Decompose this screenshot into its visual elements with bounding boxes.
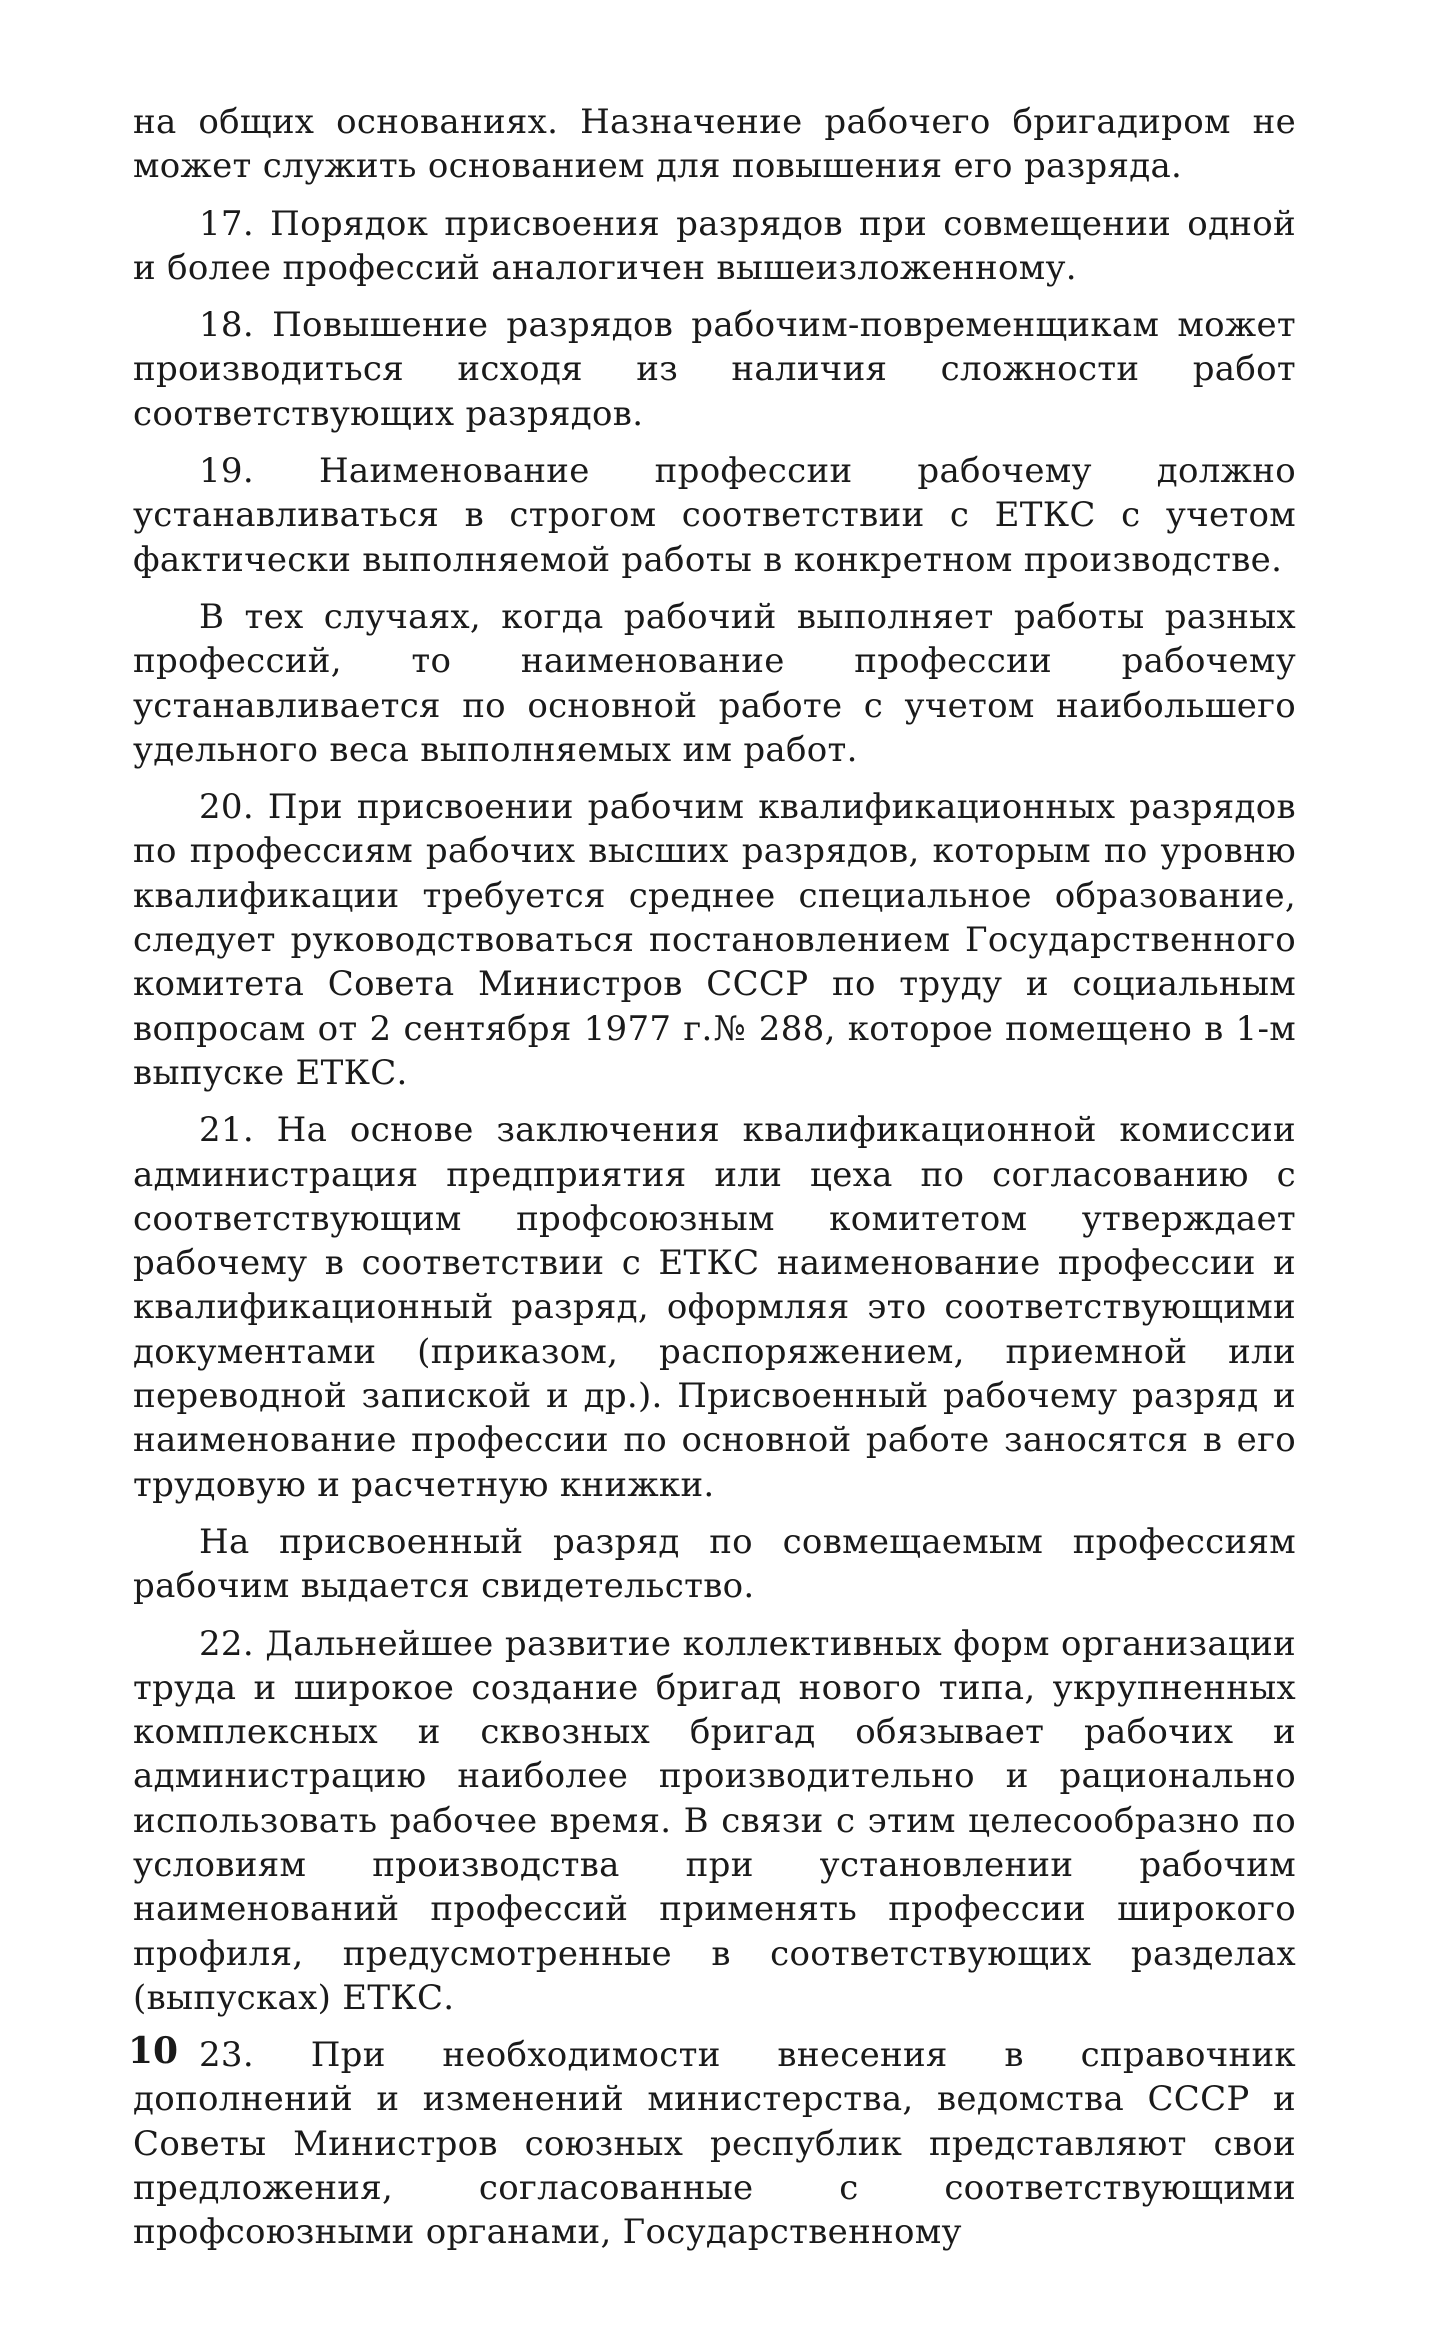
paragraph-continuation: на общих основаниях. Назначение рабочего бригадиром не может служить основанием для повышения его разряда. [133,102,1296,187]
paragraph-22: 22. Дальнейшее развитие коллективных форм организации труда и широкое создание бригад нового типа, укрупненных комплексных и сквозных бригад обязывает рабочих и администрацию наиболее производительно и рационально использовать рабочее время. В связи с этим целесообразно по условиям производства при установлении рабочим наименований профессий применять профессии широкого профиля, предусмотренные в соответствующих разделах (выпусках) ЕТКС. [133,1623,1296,2018]
paragraph-23: 23. При необходимости внесения в справочник дополнений и изменений министерства, ведомства СССР и Советы Министров союзных республик представляют свои предложения, согласованные с соответствующими профсоюзными органами, Государственному [133,2035,1296,2253]
page-number: 10 [128,2030,179,2072]
paragraph-20: 20. При присвоении рабочим квалификационных разрядов по профессиям рабочих высших разрядов, которым по уровню квалификации требуется среднее специальное образование, следует руководствоваться постановлением Государственного комитета Совета Министров СССР по труду и социальным вопросам от 2 сентября 1977 г.№ 288, которое помещено в 1-м выпуске ЕТКС. [133,787,1296,1093]
paragraph-19-cases: В тех случаях, когда рабочий выполняет работы разных профессий, то наименование профессии рабочему устанавливается по основной работе с учетом наибольшего удельного веса выполняемых им работ. [133,596,1296,770]
paragraph-19: 19. Наименование профессии рабочему должно устанавливаться в строгом соответствии с ЕТКС с учетом фактически выполняемой работы в конкретном производстве. [133,451,1296,580]
paragraph-21-certificate: На присвоенный разряд по совмещаемым профессиям рабочим выдается свидетельство. [133,1521,1296,1607]
document-body [133,100,1296,2268]
paragraph-17: 17. Порядок присвоения разрядов при совмещении одной и более профессий аналогичен вышеизложенному. [133,203,1296,288]
paragraph-21: 21. На основе заключения квалификационной комиссии администрация предприятия или цеха по согласованию с соответствующим профсоюзным комитетом утверждает рабочему в соответствии с ЕТКС наименование профессии и квалификационный разряд, оформляя это соответствующими документами (приказом, распоряжением, приемной или переводной запиской и др.). Присвоенный рабочему разряд и наименование профессии по основной работе заносятся в его трудовую и расчетную книжки. [133,1110,1296,1505]
paragraph-18: 18. Повышение разрядов рабочим-повременщикам может производиться исходя из наличия сложности работ соответствующих разрядов. [133,305,1296,434]
